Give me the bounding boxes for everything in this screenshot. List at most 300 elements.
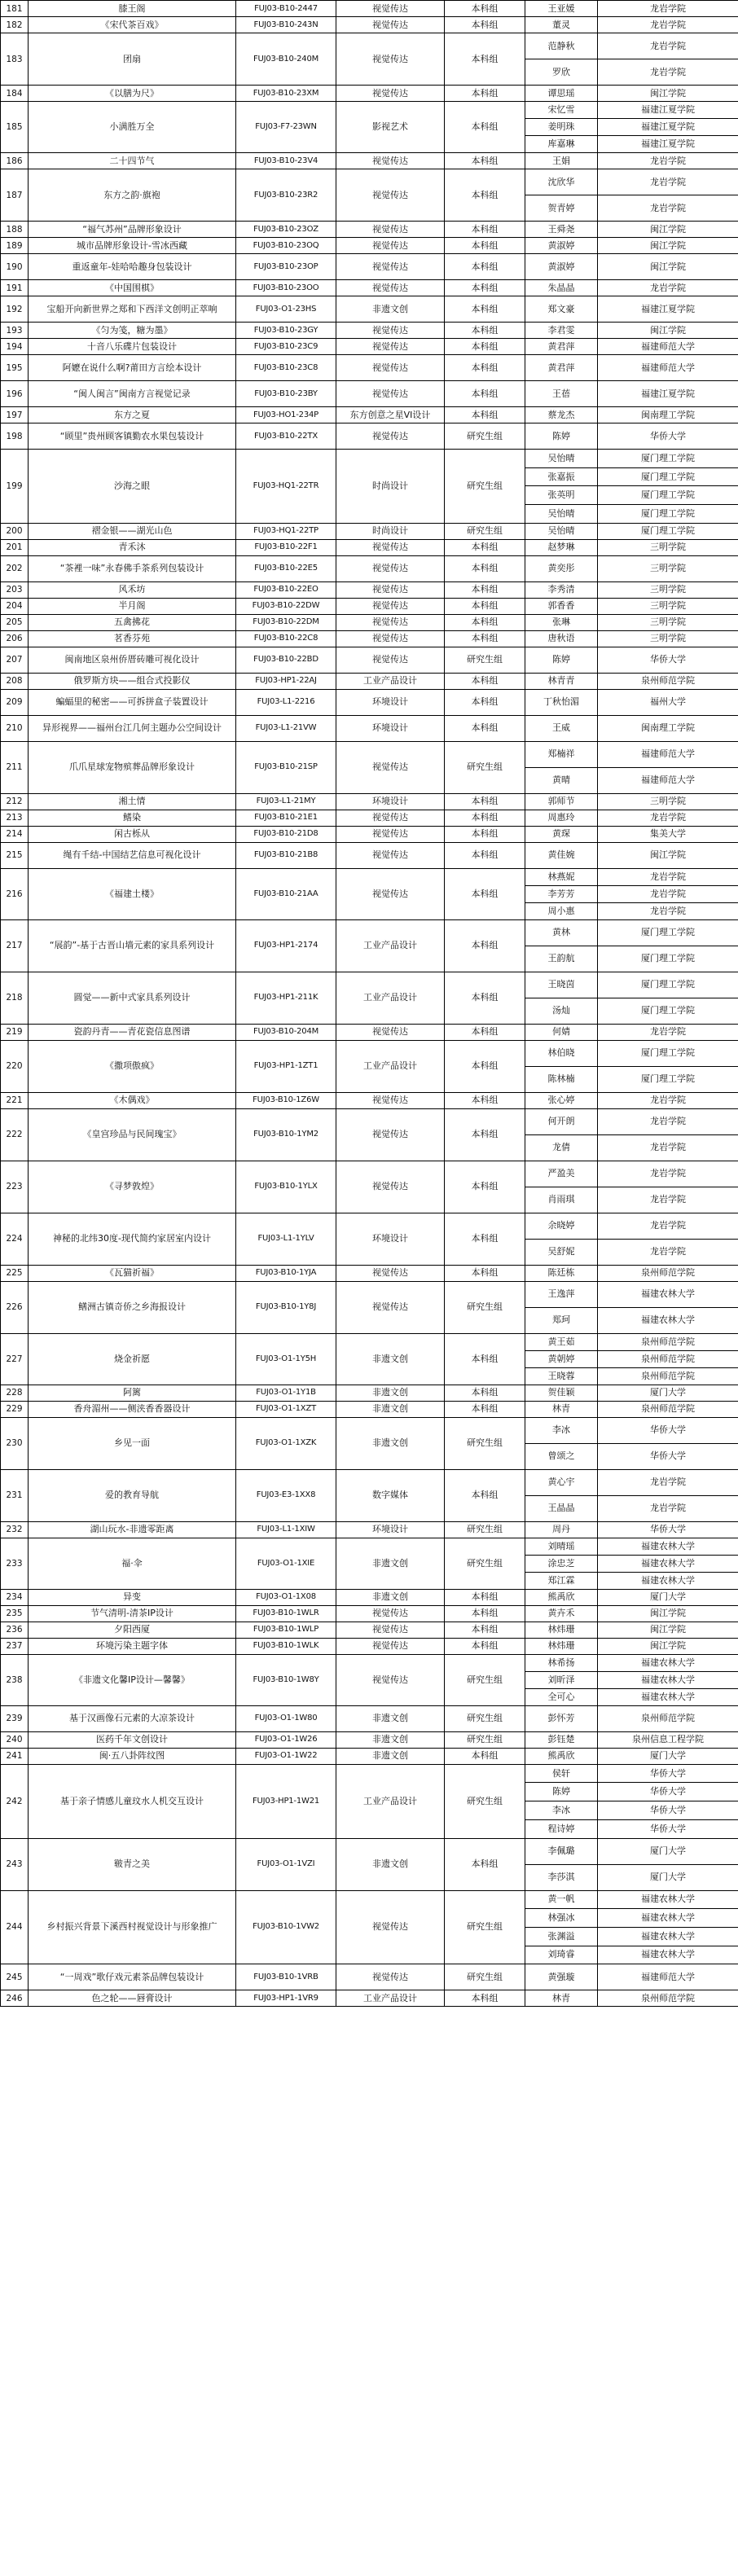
member-name-cell: 王晶晶 bbox=[525, 1495, 598, 1521]
school-cell: 厦门理工学院 bbox=[598, 946, 738, 972]
group-cell: 本科组 bbox=[445, 323, 525, 339]
entry-code-cell: FUJ03-B10-23V4 bbox=[236, 153, 336, 169]
member-name-cell: 严盈美 bbox=[525, 1161, 598, 1187]
group-cell: 本科组 bbox=[445, 1385, 525, 1401]
category-cell: 视觉传达 bbox=[336, 280, 445, 296]
member-name-cell: 朱晶晶 bbox=[525, 280, 598, 296]
group-cell: 本科组 bbox=[445, 280, 525, 296]
group-cell: 研究生组 bbox=[445, 1764, 525, 1838]
category-cell: 视觉传达 bbox=[336, 1092, 445, 1108]
work-title-cell: 鳝洲古镇奇侨之乡海报设计 bbox=[29, 1281, 236, 1333]
category-cell: 视觉传达 bbox=[336, 169, 445, 222]
member-name-cell: 张嘉振 bbox=[525, 467, 598, 486]
category-cell: 非遗文创 bbox=[336, 1838, 445, 1890]
school-cell: 三明学院 bbox=[598, 793, 738, 810]
category-cell: 工业产品设计 bbox=[336, 673, 445, 689]
entry-code-cell: FUJ03-O1-1XZK bbox=[236, 1417, 336, 1469]
entry-number-cell: 233 bbox=[1, 1538, 29, 1589]
member-name-cell: 张琳 bbox=[525, 614, 598, 630]
member-name-cell: 蔡龙杰 bbox=[525, 407, 598, 423]
school-cell: 福建师范大学 bbox=[598, 1964, 738, 1990]
school-cell: 闽江学院 bbox=[598, 323, 738, 339]
member-name-cell: 陈林楠 bbox=[525, 1066, 598, 1092]
school-cell: 华侨大学 bbox=[598, 423, 738, 450]
member-name-cell: 黄君萍 bbox=[525, 355, 598, 381]
category-cell: 视觉传达 bbox=[336, 1605, 445, 1622]
school-cell: 福建农林大学 bbox=[598, 1946, 738, 1964]
table-row bbox=[1, 450, 738, 468]
table-row bbox=[1, 826, 738, 842]
school-cell: 华侨大学 bbox=[598, 1443, 738, 1469]
school-cell: 龙岩学院 bbox=[598, 17, 738, 33]
entry-code-cell: FUJ03-B10-23OO bbox=[236, 280, 336, 296]
work-title-cell: 东方之夏 bbox=[29, 407, 236, 423]
member-name-cell: 吴怡晴 bbox=[525, 505, 598, 524]
member-name-cell: 王威 bbox=[525, 715, 598, 741]
category-cell: 东方创意之星VI设计 bbox=[336, 407, 445, 423]
school-cell: 三明学院 bbox=[598, 581, 738, 598]
work-title-cell: 异变 bbox=[29, 1589, 236, 1605]
entry-number-cell: 196 bbox=[1, 381, 29, 407]
member-name-cell: 沈欣华 bbox=[525, 169, 598, 195]
category-cell: 环境设计 bbox=[336, 1213, 445, 1265]
member-name-cell: 李佩璐 bbox=[525, 1838, 598, 1864]
work-title-cell: 《寻梦敦煌》 bbox=[29, 1161, 236, 1213]
entry-code-cell: FUJ03-L1-1YLV bbox=[236, 1213, 336, 1265]
school-cell: 闽南理工学院 bbox=[598, 715, 738, 741]
member-name-cell: 周惠玲 bbox=[525, 810, 598, 826]
table-row bbox=[1, 1890, 738, 1909]
entry-number-cell: 187 bbox=[1, 169, 29, 222]
member-name-cell: 余晓婷 bbox=[525, 1213, 598, 1239]
group-cell: 研究生组 bbox=[445, 423, 525, 450]
member-name-cell: 陈廷栋 bbox=[525, 1265, 598, 1281]
entry-code-cell: FUJ03-B10-22DM bbox=[236, 614, 336, 630]
entry-number-cell: 192 bbox=[1, 296, 29, 323]
category-cell: 工业产品设计 bbox=[336, 1040, 445, 1092]
member-name-cell: 吴怡晴 bbox=[525, 523, 598, 539]
entry-number-cell: 239 bbox=[1, 1705, 29, 1731]
member-name-cell: 刘琦睿 bbox=[525, 1946, 598, 1964]
table-row bbox=[1, 1040, 738, 1066]
table-row bbox=[1, 222, 738, 238]
school-cell: 闽江学院 bbox=[598, 222, 738, 238]
member-name-cell: 郭香香 bbox=[525, 598, 598, 614]
member-name-cell: 何开朗 bbox=[525, 1108, 598, 1134]
entry-code-cell: FUJ03-B10-1WLR bbox=[236, 1605, 336, 1622]
entry-number-cell: 193 bbox=[1, 323, 29, 339]
entry-code-cell: FUJ03-B10-2447 bbox=[236, 1, 336, 17]
category-cell: 非遗文创 bbox=[336, 1731, 445, 1748]
work-title-cell: 闲古栎从 bbox=[29, 826, 236, 842]
member-name-cell: 林伯晓 bbox=[525, 1040, 598, 1066]
school-cell: 龙岩学院 bbox=[598, 280, 738, 296]
member-name-cell: 刘晴瑶 bbox=[525, 1538, 598, 1555]
school-cell: 厦门理工学院 bbox=[598, 919, 738, 946]
table-row bbox=[1, 1764, 738, 1783]
entry-code-cell: FUJ03-B10-1Y8J bbox=[236, 1281, 336, 1333]
work-title-cell: 褶金银——湖光山色 bbox=[29, 523, 236, 539]
category-cell: 非遗文创 bbox=[336, 1417, 445, 1469]
entry-number-cell: 198 bbox=[1, 423, 29, 450]
group-cell: 研究生组 bbox=[445, 1521, 525, 1538]
member-name-cell: 彭怀芳 bbox=[525, 1705, 598, 1731]
category-cell: 视觉传达 bbox=[336, 381, 445, 407]
work-title-cell: “福气苏州”品牌形象设计 bbox=[29, 222, 236, 238]
entry-code-cell: FUJ03-B10-1VRB bbox=[236, 1964, 336, 1990]
work-title-cell: 湘土情 bbox=[29, 793, 236, 810]
school-cell: 福建农林大学 bbox=[598, 1927, 738, 1946]
work-title-cell: 东方之韵·旗袍 bbox=[29, 169, 236, 222]
work-title-cell: 环境污染主题字体 bbox=[29, 1638, 236, 1654]
entry-code-cell: FUJ03-B10-22EO bbox=[236, 581, 336, 598]
table-row bbox=[1, 102, 738, 119]
entry-number-cell: 241 bbox=[1, 1748, 29, 1764]
work-title-cell: 《匀为笺，糖为墨》 bbox=[29, 323, 236, 339]
category-cell: 视觉传达 bbox=[336, 810, 445, 826]
school-cell: 三明学院 bbox=[598, 598, 738, 614]
group-cell: 本科组 bbox=[445, 17, 525, 33]
group-cell: 本科组 bbox=[445, 539, 525, 555]
table-row bbox=[1, 581, 738, 598]
group-cell: 本科组 bbox=[445, 1024, 525, 1040]
school-cell: 福建江夏学院 bbox=[598, 381, 738, 407]
entry-number-cell: 231 bbox=[1, 1469, 29, 1521]
table-row bbox=[1, 1990, 738, 2007]
category-cell: 视觉传达 bbox=[336, 86, 445, 102]
member-name-cell: 黄心宇 bbox=[525, 1469, 598, 1495]
entry-code-cell: FUJ03-HP1-211K bbox=[236, 972, 336, 1024]
group-cell: 研究生组 bbox=[445, 741, 525, 793]
group-cell: 本科组 bbox=[445, 689, 525, 715]
group-cell: 本科组 bbox=[445, 842, 525, 868]
school-cell: 福建师范大学 bbox=[598, 767, 738, 793]
member-name-cell: 周丹 bbox=[525, 1521, 598, 1538]
group-cell: 研究生组 bbox=[445, 450, 525, 524]
entry-number-cell: 234 bbox=[1, 1589, 29, 1605]
member-name-cell: 陈婷 bbox=[525, 1783, 598, 1801]
school-cell: 华侨大学 bbox=[598, 1783, 738, 1801]
group-cell: 本科组 bbox=[445, 238, 525, 254]
entry-number-cell: 228 bbox=[1, 1385, 29, 1401]
member-name-cell: 黄佳婉 bbox=[525, 842, 598, 868]
category-cell: 影视艺术 bbox=[336, 102, 445, 153]
group-cell: 研究生组 bbox=[445, 1538, 525, 1589]
member-name-cell: 黄林 bbox=[525, 919, 598, 946]
entry-number-cell: 190 bbox=[1, 254, 29, 280]
entry-number-cell: 189 bbox=[1, 238, 29, 254]
group-cell: 研究生组 bbox=[445, 1731, 525, 1748]
member-name-cell: 郑江霖 bbox=[525, 1572, 598, 1589]
group-cell: 本科组 bbox=[445, 355, 525, 381]
entry-number-cell: 235 bbox=[1, 1605, 29, 1622]
entry-code-cell: FUJ03-B10-21D8 bbox=[236, 826, 336, 842]
work-title-cell: 茗香芬苑 bbox=[29, 630, 236, 647]
category-cell: 非遗文创 bbox=[336, 1748, 445, 1764]
table-row bbox=[1, 1385, 738, 1401]
group-cell: 本科组 bbox=[445, 810, 525, 826]
member-name-cell: 何婧 bbox=[525, 1024, 598, 1040]
school-cell: 龙岩学院 bbox=[598, 868, 738, 885]
group-cell: 本科组 bbox=[445, 630, 525, 647]
category-cell: 工业产品设计 bbox=[336, 919, 445, 972]
group-cell: 本科组 bbox=[445, 614, 525, 630]
table-row bbox=[1, 33, 738, 59]
work-title-cell: 神秘的北纬30度-现代简约家居室内设计 bbox=[29, 1213, 236, 1265]
entry-number-cell: 194 bbox=[1, 339, 29, 355]
entry-code-cell: FUJ03-B10-1Z6W bbox=[236, 1092, 336, 1108]
table-row bbox=[1, 254, 738, 280]
work-title-cell: 《宋代茶百戏》 bbox=[29, 17, 236, 33]
table-row bbox=[1, 810, 738, 826]
school-cell: 厦门理工学院 bbox=[598, 972, 738, 998]
entry-code-cell: FUJ03-B10-22DW bbox=[236, 598, 336, 614]
member-name-cell: 郑珂 bbox=[525, 1307, 598, 1333]
category-cell: 视觉传达 bbox=[336, 1654, 445, 1705]
category-cell: 环境设计 bbox=[336, 793, 445, 810]
work-title-cell: 《皇宫珍品与民间瑰宝》 bbox=[29, 1108, 236, 1161]
table-row bbox=[1, 1638, 738, 1654]
table-row bbox=[1, 1654, 738, 1671]
table-row bbox=[1, 741, 738, 767]
entry-code-cell: FUJ03-E3-1XX8 bbox=[236, 1469, 336, 1521]
entry-code-cell: FUJ03-HP1-1W21 bbox=[236, 1764, 336, 1838]
entry-number-cell: 220 bbox=[1, 1040, 29, 1092]
member-name-cell: 曾颂之 bbox=[525, 1443, 598, 1469]
entry-number-cell: 195 bbox=[1, 355, 29, 381]
group-cell: 本科组 bbox=[445, 381, 525, 407]
table-row bbox=[1, 598, 738, 614]
entry-code-cell: FUJ03-B10-1WLP bbox=[236, 1622, 336, 1638]
table-row bbox=[1, 647, 738, 673]
entry-number-cell: 216 bbox=[1, 868, 29, 919]
school-cell: 龙岩学院 bbox=[598, 1092, 738, 1108]
category-cell: 视觉传达 bbox=[336, 630, 445, 647]
entry-code-cell: FUJ03-O1-1Y5H bbox=[236, 1333, 336, 1385]
member-name-cell: 王舜尧 bbox=[525, 222, 598, 238]
school-cell: 龙岩学院 bbox=[598, 902, 738, 919]
member-name-cell: 范静秋 bbox=[525, 33, 598, 59]
school-cell: 龙岩学院 bbox=[598, 1108, 738, 1134]
school-cell: 三明学院 bbox=[598, 630, 738, 647]
school-cell: 厦门大学 bbox=[598, 1589, 738, 1605]
school-cell: 龙岩学院 bbox=[598, 1187, 738, 1213]
member-name-cell: 黄王茹 bbox=[525, 1333, 598, 1350]
entry-number-cell: 224 bbox=[1, 1213, 29, 1265]
member-name-cell: 林青青 bbox=[525, 673, 598, 689]
table-row bbox=[1, 1521, 738, 1538]
group-cell: 本科组 bbox=[445, 919, 525, 972]
entry-number-cell: 210 bbox=[1, 715, 29, 741]
work-title-cell: 皲青之美 bbox=[29, 1838, 236, 1890]
group-cell: 本科组 bbox=[445, 1401, 525, 1417]
school-cell: 三明学院 bbox=[598, 539, 738, 555]
member-name-cell: 唐秋语 bbox=[525, 630, 598, 647]
group-cell: 本科组 bbox=[445, 826, 525, 842]
category-cell: 视觉传达 bbox=[336, 1108, 445, 1161]
member-name-cell: 汤灿 bbox=[525, 998, 598, 1024]
table-row bbox=[1, 1092, 738, 1108]
work-title-cell: 沙海之眼 bbox=[29, 450, 236, 524]
category-cell: 视觉传达 bbox=[336, 238, 445, 254]
category-cell: 视觉传达 bbox=[336, 153, 445, 169]
work-title-cell: 《撒项傲疯》 bbox=[29, 1040, 236, 1092]
entry-code-cell: FUJ03-B10-21E1 bbox=[236, 810, 336, 826]
entry-number-cell: 232 bbox=[1, 1521, 29, 1538]
entry-number-cell: 204 bbox=[1, 598, 29, 614]
school-cell: 厦门理工学院 bbox=[598, 523, 738, 539]
entry-code-cell: FUJ03-O1-1W80 bbox=[236, 1705, 336, 1731]
work-title-cell: 《以膳为尺》 bbox=[29, 86, 236, 102]
school-cell: 厦门理工学院 bbox=[598, 450, 738, 468]
category-cell: 视觉传达 bbox=[336, 741, 445, 793]
table-row bbox=[1, 1024, 738, 1040]
entry-number-cell: 181 bbox=[1, 1, 29, 17]
category-cell: 视觉传达 bbox=[336, 222, 445, 238]
school-cell: 龙岩学院 bbox=[598, 810, 738, 826]
group-cell: 本科组 bbox=[445, 1589, 525, 1605]
category-cell: 视觉传达 bbox=[336, 842, 445, 868]
group-cell: 本科组 bbox=[445, 1092, 525, 1108]
member-name-cell: 彭钰楚 bbox=[525, 1731, 598, 1748]
work-title-cell: 香舟湄州——侧浃香香器设计 bbox=[29, 1401, 236, 1417]
entry-code-cell: FUJ03-HQ1-22TR bbox=[236, 450, 336, 524]
entry-number-cell: 184 bbox=[1, 86, 29, 102]
school-cell: 闽江学院 bbox=[598, 238, 738, 254]
group-cell: 研究生组 bbox=[445, 1417, 525, 1469]
category-cell: 视觉传达 bbox=[336, 1281, 445, 1333]
group-cell: 本科组 bbox=[445, 407, 525, 423]
work-title-cell: 圆觉——新中式家具系列设计 bbox=[29, 972, 236, 1024]
group-cell: 本科组 bbox=[445, 1333, 525, 1385]
category-cell: 环境设计 bbox=[336, 1521, 445, 1538]
member-name-cell: 董灵 bbox=[525, 17, 598, 33]
school-cell: 福建农林大学 bbox=[598, 1538, 738, 1555]
category-cell: 非遗文创 bbox=[336, 1705, 445, 1731]
work-title-cell: 宝船开向新世界之郑和下西洋文创明正萃响 bbox=[29, 296, 236, 323]
member-name-cell: 李秀清 bbox=[525, 581, 598, 598]
school-cell: 厦门理工学院 bbox=[598, 998, 738, 1024]
member-name-cell: 龙倩 bbox=[525, 1134, 598, 1161]
entry-code-cell: FUJ03-B10-23C8 bbox=[236, 355, 336, 381]
table-row bbox=[1, 339, 738, 355]
table-row bbox=[1, 407, 738, 423]
work-title-cell: 瓷韵丹青——青花瓷信息图谱 bbox=[29, 1024, 236, 1040]
member-name-cell: 赵梦琳 bbox=[525, 539, 598, 555]
school-cell: 闽江学院 bbox=[598, 842, 738, 868]
table-row bbox=[1, 919, 738, 946]
member-name-cell: 刘昕泽 bbox=[525, 1671, 598, 1688]
table-row bbox=[1, 689, 738, 715]
work-title-cell: 福·伞 bbox=[29, 1538, 236, 1589]
group-cell: 本科组 bbox=[445, 1838, 525, 1890]
category-cell: 视觉传达 bbox=[336, 254, 445, 280]
group-cell: 本科组 bbox=[445, 1638, 525, 1654]
member-name-cell: 林炜珊 bbox=[525, 1622, 598, 1638]
school-cell: 闽江学院 bbox=[598, 1622, 738, 1638]
entry-code-cell: FUJ03-B10-1WLK bbox=[236, 1638, 336, 1654]
school-cell: 龙岩学院 bbox=[598, 169, 738, 195]
school-cell: 龙岩学院 bbox=[598, 33, 738, 59]
member-name-cell: 陈婷 bbox=[525, 423, 598, 450]
member-name-cell: 张渊溢 bbox=[525, 1927, 598, 1946]
work-title-cell: 团扇 bbox=[29, 33, 236, 86]
table-row bbox=[1, 1281, 738, 1307]
member-name-cell: 黄奕彤 bbox=[525, 555, 598, 581]
entry-code-cell: FUJ03-B10-240M bbox=[236, 33, 336, 86]
category-cell: 时尚设计 bbox=[336, 450, 445, 524]
member-name-cell: 王晓茵 bbox=[525, 972, 598, 998]
member-name-cell: 王韵航 bbox=[525, 946, 598, 972]
entry-number-cell: 238 bbox=[1, 1654, 29, 1705]
entry-number-cell: 203 bbox=[1, 581, 29, 598]
table-row bbox=[1, 630, 738, 647]
member-name-cell: 姜明珠 bbox=[525, 119, 598, 136]
work-title-cell: “茶裡一味”永春佛手茶系列包装设计 bbox=[29, 555, 236, 581]
entry-number-cell: 212 bbox=[1, 793, 29, 810]
entry-code-cell: FUJ03-B10-22TX bbox=[236, 423, 336, 450]
entry-number-cell: 183 bbox=[1, 33, 29, 86]
entry-code-cell: FUJ03-B10-23OQ bbox=[236, 238, 336, 254]
entry-code-cell: FUJ03-O1-1Y1B bbox=[236, 1385, 336, 1401]
category-cell: 视觉传达 bbox=[336, 423, 445, 450]
group-cell: 本科组 bbox=[445, 793, 525, 810]
entry-code-cell: FUJ03-B10-1VW2 bbox=[236, 1890, 336, 1964]
member-name-cell: 张英明 bbox=[525, 486, 598, 505]
entry-number-cell: 201 bbox=[1, 539, 29, 555]
entry-number-cell: 244 bbox=[1, 1890, 29, 1964]
school-cell: 龙岩学院 bbox=[598, 1134, 738, 1161]
work-title-cell: 色之轮——唇膏设计 bbox=[29, 1990, 236, 2007]
work-title-cell: 闽南地区泉州侨厝砖雕可视化设计 bbox=[29, 647, 236, 673]
school-cell: 福州大学 bbox=[598, 689, 738, 715]
entry-code-cell: FUJ03-B10-23BY bbox=[236, 381, 336, 407]
member-name-cell: 王亚媛 bbox=[525, 1, 598, 17]
entry-code-cell: FUJ03-O1-23HS bbox=[236, 296, 336, 323]
category-cell: 视觉传达 bbox=[336, 826, 445, 842]
entry-number-cell: 207 bbox=[1, 647, 29, 673]
category-cell: 视觉传达 bbox=[336, 614, 445, 630]
work-title-cell: 蝙蝠里的秘密——可拆拼盒子装置设计 bbox=[29, 689, 236, 715]
work-title-cell: “一周戏”歌仔戏元素茶品牌包装设计 bbox=[29, 1964, 236, 1990]
member-name-cell: 王逸萍 bbox=[525, 1281, 598, 1307]
member-name-cell: 林希扬 bbox=[525, 1654, 598, 1671]
school-cell: 福建农林大学 bbox=[598, 1654, 738, 1671]
entry-number-cell: 245 bbox=[1, 1964, 29, 1990]
school-cell: 泉州师范学院 bbox=[598, 1705, 738, 1731]
table-row bbox=[1, 238, 738, 254]
work-title-cell: 《中国围棋》 bbox=[29, 280, 236, 296]
entry-code-cell: FUJ03-HO1-234P bbox=[236, 407, 336, 423]
group-cell: 本科组 bbox=[445, 673, 525, 689]
group-cell: 本科组 bbox=[445, 86, 525, 102]
entry-number-cell: 218 bbox=[1, 972, 29, 1024]
group-cell: 本科组 bbox=[445, 1469, 525, 1521]
school-cell: 福建江夏学院 bbox=[598, 102, 738, 119]
group-cell: 本科组 bbox=[445, 598, 525, 614]
table-row bbox=[1, 555, 738, 581]
group-cell: 本科组 bbox=[445, 1040, 525, 1092]
school-cell: 福建师范大学 bbox=[598, 339, 738, 355]
member-name-cell: 吴舒妮 bbox=[525, 1239, 598, 1265]
work-title-cell: 《木偶戏》 bbox=[29, 1092, 236, 1108]
work-title-cell: 乡村振兴背景下溪西村视觉设计与形象推广 bbox=[29, 1890, 236, 1964]
school-cell: 福建农林大学 bbox=[598, 1688, 738, 1705]
group-cell: 本科组 bbox=[445, 1622, 525, 1638]
group-cell: 本科组 bbox=[445, 1605, 525, 1622]
work-title-cell: “顾里”贵州顾客镇勤农水果包装设计 bbox=[29, 423, 236, 450]
entry-number-cell: 225 bbox=[1, 1265, 29, 1281]
